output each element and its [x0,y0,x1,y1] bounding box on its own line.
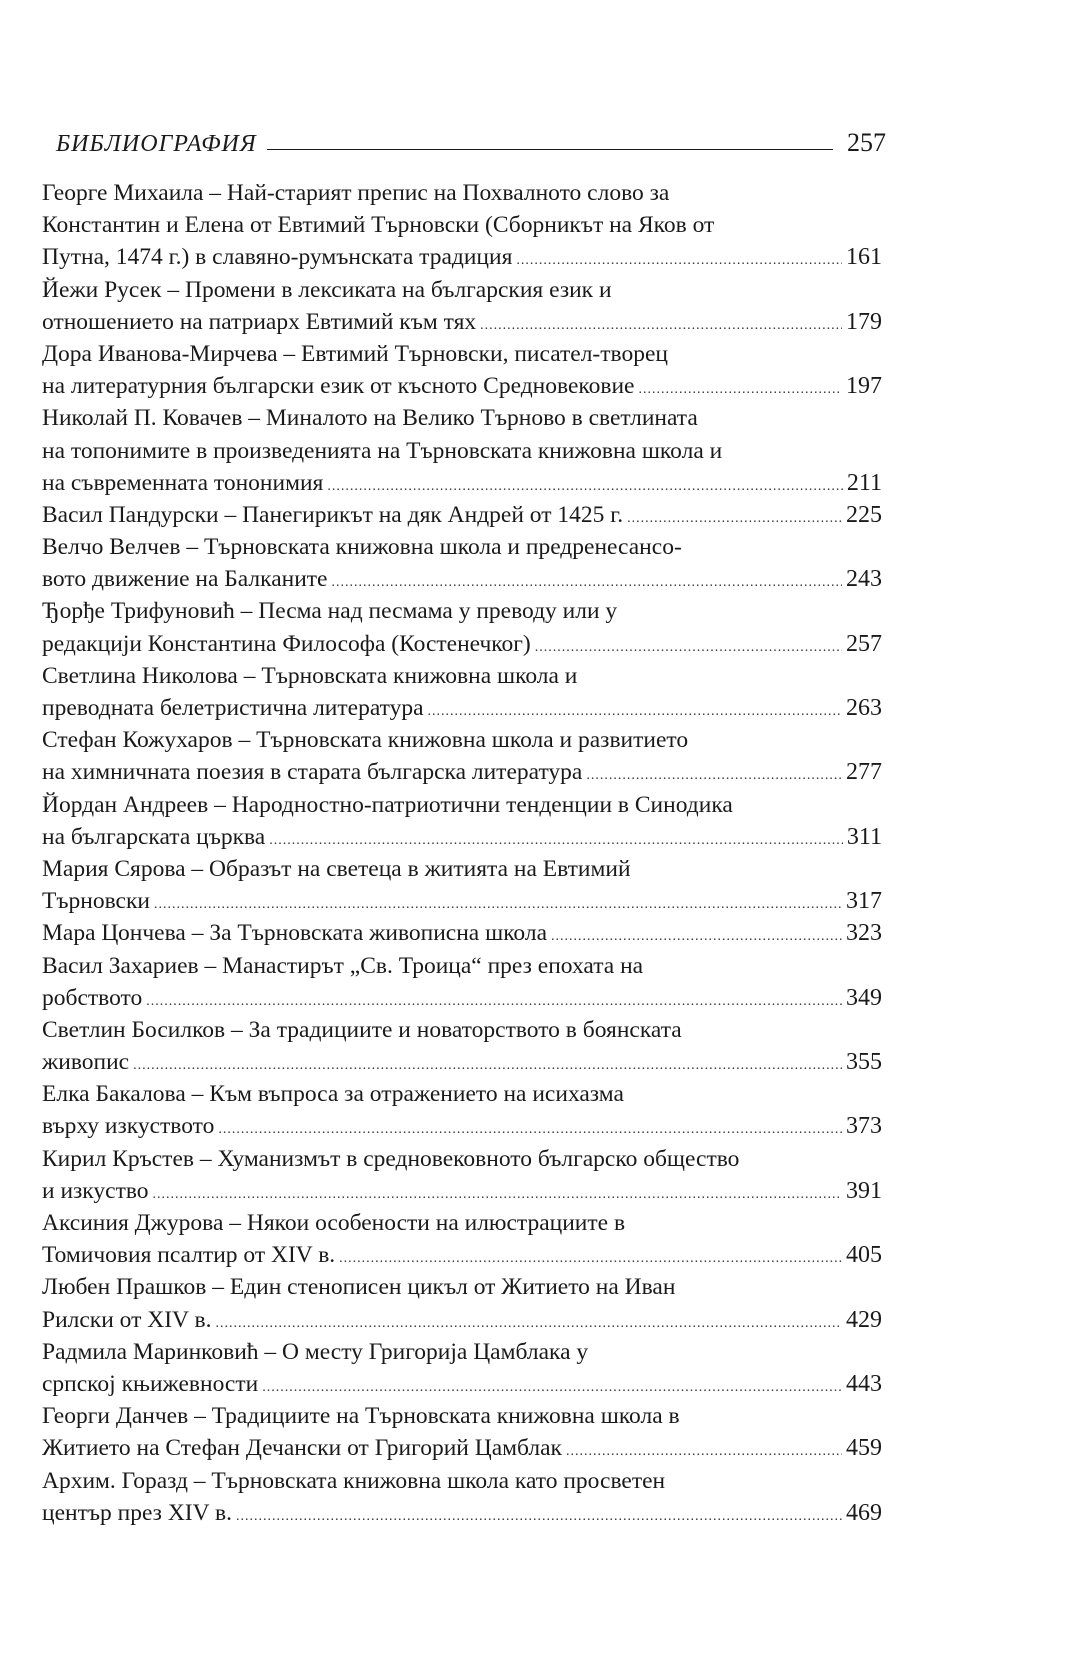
toc-entry-page-number: 317 [846,888,882,915]
toc-entry-last-line [42,1046,882,1078]
dot-leader [586,760,842,792]
toc-entry-line: српској књижевности [42,1370,259,1397]
toc-entry-line: вото движение на Балканите [42,566,328,593]
toc-entry [42,177,882,274]
toc-entry [42,660,882,724]
toc-entry-last-line [42,885,882,917]
dot-leader [566,1436,842,1468]
toc-entry [42,499,882,531]
toc-entry-line: отношението на патриарх Евтимий към тях [42,308,477,335]
toc-entry-last-line [42,1432,882,1464]
toc-entry-last-line [42,628,882,660]
toc-entry-line: Рилски от XIV в. [42,1306,212,1333]
toc-entry-last-line [42,1175,882,1207]
toc-entry-line: върху изкуството [42,1113,215,1140]
toc-entry-last-line [42,370,882,402]
running-header-page-number: 257 [847,128,886,157]
toc-entry-page-number: 257 [846,630,882,657]
toc-entry-line: и изкуство [42,1177,149,1204]
toc-entry-line: Йежи Русек – Промени в лексиката на българския език и [42,276,612,303]
toc-entry-page-number: 277 [846,759,882,786]
toc-entry-line: Дора Иванова-Мирчева – Евтимий Търновски, писател-творец [42,340,668,367]
toc-entry-line: Георге Михаила – Най-старият препис на Похвалното слово за [42,180,670,206]
toc-entry-last-line [42,692,882,724]
toc-entry-page-number: 211 [846,469,882,496]
toc-entry-line: робството [42,984,143,1011]
dot-leader [218,1114,842,1146]
toc-entry-page-number: 355 [846,1049,882,1076]
toc-entry-page-number: 391 [846,1177,882,1204]
toc-entry-line: на българската църква [42,823,266,850]
toc-entry-line: Стефан Кожухаров – Търновската книжовна школа и развитието [42,727,689,754]
toc-entry-last-line [42,1368,882,1400]
toc-entry [42,402,882,499]
toc-entry-last-line [42,917,882,949]
toc-entry-line: център през XIV в. [42,1499,233,1526]
toc-entry-last-line [42,1497,882,1529]
toc-entry-last-line [42,756,882,788]
running-header-title: БИБЛИОГРАФИЯ [56,131,257,157]
toc-entry-line: на литературния български език от късното Средновековие [42,373,635,400]
toc-entry-page-number: 459 [846,1435,882,1462]
toc-entry [42,724,882,788]
toc-entry-last-line [42,306,882,338]
toc-entry-page-number: 323 [846,920,882,947]
toc-entry [42,1014,882,1078]
toc-entry-page-number: 243 [846,566,882,593]
dot-leader [215,1308,842,1340]
toc-entry-last-line [42,1304,882,1336]
toc-entry-line: Любен Прашков – Един стенописен цикъл от Житието на Иван [42,1274,676,1301]
toc-entry-line: Светлин Босилков – За традициите и новаторството в боянската [42,1016,682,1043]
toc-entry [42,789,882,853]
toc-entry [42,1336,882,1400]
header-rule [267,149,833,150]
toc-entry-last-line [42,821,882,853]
toc-entry [42,950,882,1014]
dot-leader [535,632,842,664]
toc-entry-line: Николай П. Ковачев – Миналото на Велико Търново в светлината [42,405,698,432]
toc-entry-line: Аксиния Джурова – Някои особености на илюстрациите в [42,1210,626,1236]
toc-entry-page-number: 373 [846,1113,882,1140]
toc-entry-line: на химничната поезия в старата българска литература [42,759,583,786]
toc-entry [42,917,882,949]
toc-entry-line: Васил Пандурски – Панегирикът на дяк Андрей от 1425 г. [42,501,624,528]
toc-entry-line: Светлина Николова – Търновската книжовна школа и [42,662,578,689]
toc-entry-line: Путна, 1474 г.) в славяно-румънската традиция [42,244,513,271]
toc-entry-line: живопис [42,1049,130,1076]
toc-entry-line: Архим. Горазд – Търновската книжовна школа като просветен [42,1467,666,1494]
toc-entry-line: редакцији Константина Философа (Костенечког) [42,630,531,657]
toc-entry [42,1207,882,1271]
toc-entry-page-number: 443 [846,1370,882,1397]
toc-entry [42,853,882,917]
toc-entry-page-number: 405 [846,1242,882,1269]
toc-entry-line: Ђорђе Трифуновић – Песма над песмама у преводу или у [42,598,618,625]
toc-entry-line: Мария Сярова – Образът на светеца в житията на Евтимий [42,855,631,882]
toc-entry-line: Георги Данчев – Традициите на Търновската книжовна школа в [42,1403,680,1430]
toc-entry-line: Йордан Андреев – Народностно-патриотични тенденции в Синодика [42,791,733,818]
toc-entry-last-line [42,982,882,1014]
toc-entry-line: Житието на Стефан Дечански от Григорий Цамблак [42,1435,562,1462]
toc-entry [42,1465,882,1529]
toc-entry-last-line [42,467,882,499]
toc-entry-line: преводната белетристична литература [42,695,424,721]
dot-leader [551,921,842,953]
toc-entry [42,338,882,402]
toc-entry-line: Радмила Маринковић – О месту Григорија Цамблака у [42,1338,589,1365]
toc-entry [42,531,882,595]
toc-entry-line: Велчо Велчев – Търновската книжовна школа и предренесансо- [42,534,682,561]
toc-entry-line: Кирил Кръстев – Хуманизмът в средновековното българско общество [42,1145,740,1172]
table-of-contents [42,177,882,1529]
toc-entry-page-number: 161 [846,244,882,271]
toc-entry-last-line [42,241,882,273]
toc-entry [42,1271,882,1335]
toc-entry-page-number: 349 [846,984,882,1011]
toc-entry [42,1078,882,1142]
toc-entry-page-number: 179 [846,308,882,335]
toc-entry-line: Васил Захариев – Манастирът „Св. Троица“ през епохата на [42,952,644,979]
toc-entry-page-number: 197 [846,373,882,400]
dot-leader [236,1501,842,1533]
toc-entry-line: Мара Цончева – За Търновската живописна школа [42,920,548,947]
toc-entry-line: Томичовия псалтир от XIV в. [42,1242,336,1269]
toc-entry-page-number: 311 [846,823,882,850]
toc-entry-page-number: 263 [846,695,882,721]
toc-entry-last-line [42,1239,882,1271]
toc-entry-line: Търновски [42,888,150,915]
running-header [56,118,886,158]
toc-entry-page-number: 429 [846,1306,882,1333]
toc-entry-line: Елка Бакалова – Към въпроса за отражението на исихазма [42,1081,624,1108]
toc-entry-line: на топонимите в произведенията на Търновската книжовна школа и [42,437,723,464]
toc-entry-page-number: 225 [846,501,882,528]
toc-entry [42,1143,882,1207]
toc-entry [42,595,882,659]
toc-entry-page-number: 469 [846,1499,882,1526]
toc-entry-last-line [42,563,882,595]
toc-entry-last-line [42,499,882,531]
toc-entry-line: Константин и Елена от Евтимий Търновски (Сборникът на Яков от [42,212,715,239]
toc-entry-line: на съвременната тононимия [42,469,324,496]
toc-entry [42,274,882,338]
toc-entry-last-line [42,1110,882,1142]
dot-leader [516,245,842,277]
toc-entry [42,1400,882,1464]
